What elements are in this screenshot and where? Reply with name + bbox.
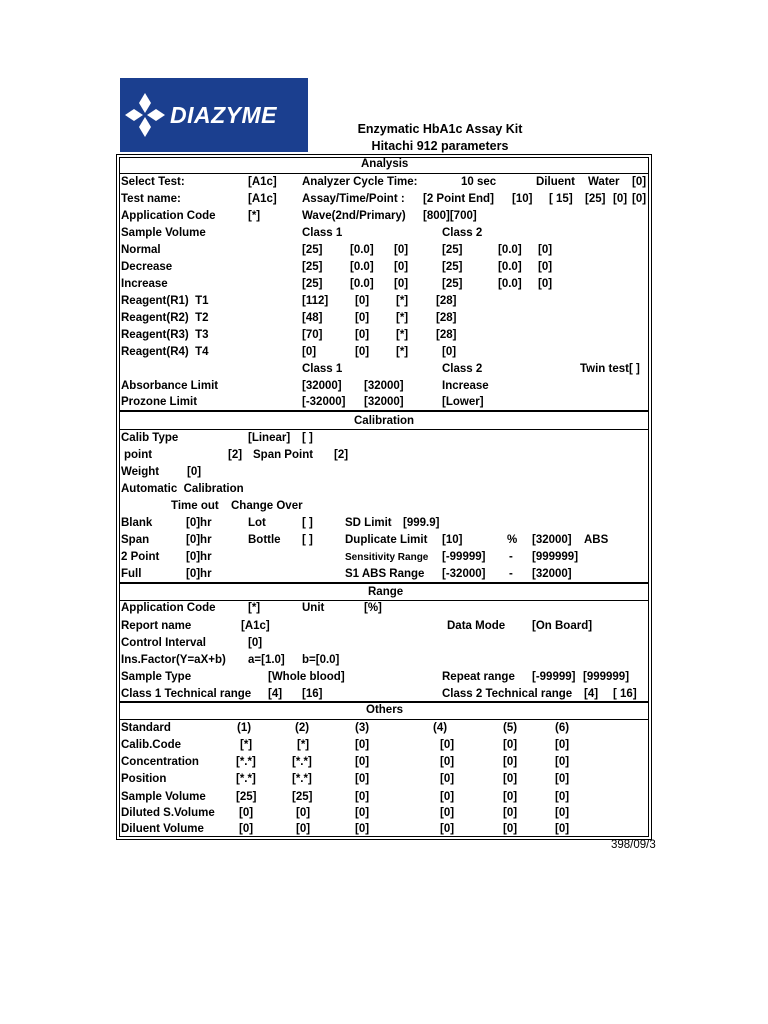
row-divider <box>119 429 649 430</box>
cell: [-32000] <box>442 568 486 580</box>
cell: Standard <box>121 722 171 734</box>
cell: [0.0] <box>350 278 374 290</box>
cell: [*] <box>396 329 409 341</box>
cell: Decrease <box>121 261 173 273</box>
cell: [0] <box>355 773 370 785</box>
section-header-range: Range <box>368 586 404 598</box>
cell: [25] <box>302 261 323 273</box>
cell: Sample Type <box>121 671 192 683</box>
cell: (3) <box>355 722 370 734</box>
cell: Diluted S.Volume <box>121 807 215 819</box>
cell: [*.*] <box>236 773 256 785</box>
cell: Duplicate Limit <box>345 534 428 546</box>
cell: Test name: <box>121 193 181 205</box>
cell: [2] <box>334 449 349 461</box>
cell: [ 15] <box>549 193 573 205</box>
parameter-table <box>119 157 649 837</box>
cell: [*] <box>396 346 409 358</box>
cell: Select Test: <box>121 176 185 188</box>
cell: Wave(2nd/Primary) <box>302 210 406 222</box>
cell: [0] <box>503 823 518 835</box>
cell: [0] <box>613 193 628 205</box>
cell: Diluent <box>536 176 575 188</box>
cell: Data Mode <box>447 620 506 632</box>
cell: [0] <box>503 773 518 785</box>
cell: [32000] <box>302 380 342 392</box>
cell: Blank <box>121 517 153 529</box>
cell: [0] <box>302 346 317 358</box>
cell: [25] <box>302 244 323 256</box>
diazyme-logo <box>120 78 308 152</box>
cell: [*.*] <box>236 756 256 768</box>
cell: [999999] <box>583 671 630 683</box>
cell: [10] <box>442 534 463 546</box>
cell: - <box>509 568 513 580</box>
cell: 2 Point <box>121 551 160 563</box>
cell: [0]hr <box>186 551 212 563</box>
document-title: Enzymatic HbA1c Assay Kit <box>357 122 523 136</box>
cell: 10 sec <box>461 176 497 188</box>
cell: [0] <box>440 823 455 835</box>
cell: [0] <box>355 346 370 358</box>
cell: (1) <box>237 722 252 734</box>
cell: - <box>509 551 513 563</box>
cell: [Lower] <box>442 396 484 408</box>
cell: Reagent(R1) T1 <box>121 295 209 307</box>
cell: Class 1 Technical range <box>121 688 252 700</box>
cell: [0] <box>503 739 518 751</box>
cell: [25] <box>236 791 257 803</box>
cell: [28] <box>436 312 457 324</box>
cell: [999999] <box>532 551 579 563</box>
cell: Class 2 <box>442 363 483 375</box>
cell: [32000] <box>364 396 404 408</box>
cell: Increase <box>121 278 168 290</box>
cell: [0] <box>394 244 409 256</box>
cell: [2] <box>228 449 243 461</box>
cell: [0] <box>555 807 570 819</box>
cell: Lot <box>248 517 266 529</box>
cell: [0] <box>442 346 457 358</box>
cell: Application Code <box>121 210 216 222</box>
cell: [70] <box>302 329 323 341</box>
cell: (2) <box>295 722 310 734</box>
cell: [0] <box>296 807 311 819</box>
section-header-analysis: Analysis <box>361 158 409 170</box>
cell: Concentration <box>121 756 199 768</box>
cell: [0]hr <box>186 568 212 580</box>
cell: Absorbance Limit <box>121 380 219 392</box>
cell: Position <box>121 773 167 785</box>
section-header-others: Others <box>366 704 404 716</box>
section-divider <box>119 582 649 584</box>
cell: Class 1 <box>302 363 343 375</box>
cell: Class 1 <box>302 227 343 239</box>
cell: [-99999] <box>532 671 576 683</box>
cell: [4] <box>584 688 599 700</box>
cell: [*] <box>248 602 261 614</box>
cell: S1 ABS Range <box>345 568 425 580</box>
cell: [0] <box>440 773 455 785</box>
cell: [0] <box>538 278 553 290</box>
cell: [ 16] <box>613 688 637 700</box>
cell: [0] <box>555 791 570 803</box>
cell: [*] <box>297 739 310 751</box>
cell: [2 Point End] <box>423 193 494 205</box>
cell: b=[0.0] <box>302 654 340 666</box>
cell: Unit <box>302 602 325 614</box>
cell: Time out <box>171 500 219 512</box>
cell: [16] <box>302 688 323 700</box>
cell: a=[1.0] <box>248 654 285 666</box>
cell: [*] <box>396 312 409 324</box>
cell: [0] <box>394 261 409 273</box>
cell: [0] <box>355 807 370 819</box>
section-divider <box>119 410 649 412</box>
cell: [0] <box>503 807 518 819</box>
cell: SD Limit <box>345 517 392 529</box>
logo-text: DIAZYME <box>170 101 277 128</box>
cell: [0] <box>440 739 455 751</box>
cell: [*] <box>396 295 409 307</box>
cell: [0] <box>440 791 455 803</box>
cell: [25] <box>292 791 313 803</box>
cell: [0.0] <box>498 244 522 256</box>
cell: (4) <box>433 722 448 734</box>
cell: (6) <box>555 722 570 734</box>
cell: [0] <box>503 791 518 803</box>
cell: [0] <box>239 823 254 835</box>
cell: [0] <box>555 823 570 835</box>
cell: [0] <box>394 278 409 290</box>
cell: [0] <box>538 261 553 273</box>
cell: [0]hr <box>186 517 212 529</box>
cell: Span Point <box>253 449 314 461</box>
cell: [4] <box>268 688 283 700</box>
cell: [0] <box>440 807 455 819</box>
cell: [0.0] <box>498 278 522 290</box>
cell: [25] <box>585 193 606 205</box>
cell: [0] <box>296 823 311 835</box>
row-divider <box>119 173 649 174</box>
cell: [0] <box>355 329 370 341</box>
cell: [0] <box>355 756 370 768</box>
cell: [0] <box>555 773 570 785</box>
cell: [32000] <box>364 380 404 392</box>
cell: [999.9] <box>403 517 440 529</box>
cell: [*] <box>248 210 261 222</box>
cell: [0] <box>440 756 455 768</box>
cell: Reagent(R2) T2 <box>121 312 209 324</box>
automatic-calibration-label: Automatic Calibration <box>121 483 244 495</box>
cell: Bottle <box>248 534 281 546</box>
cell: [112] <box>302 295 329 307</box>
cell: [0] <box>632 193 647 205</box>
cell: [0] <box>355 823 370 835</box>
cell: [A1c] <box>241 620 270 632</box>
cell: [0] <box>187 466 202 478</box>
cell: [A1c] <box>248 193 277 205</box>
cell: [32000] <box>532 568 572 580</box>
cell: [*] <box>240 739 253 751</box>
cell: Calib Type <box>121 432 179 444</box>
document-code: 398/09/3 <box>611 839 656 851</box>
cell: [0] <box>248 637 263 649</box>
cell: Span <box>121 534 150 546</box>
cell: Weight <box>121 466 160 478</box>
cell: [0] <box>555 739 570 751</box>
cell: [0] <box>355 312 370 324</box>
cell: [25] <box>442 261 463 273</box>
cell: [0] <box>355 791 370 803</box>
cell: [10] <box>512 193 533 205</box>
cell: [ ] <box>302 432 313 444</box>
cell: [0] <box>355 295 370 307</box>
cell: [Whole blood] <box>268 671 345 683</box>
cell: [28] <box>436 295 457 307</box>
cell: [-32000] <box>302 396 346 408</box>
cell: Class 2 <box>442 227 483 239</box>
cell: [800][700] <box>423 210 477 222</box>
section-header-calibration: Calibration <box>354 415 415 427</box>
cell: Sample Volume <box>121 227 206 239</box>
cell: Full <box>121 568 142 580</box>
cell: [0] <box>555 756 570 768</box>
cell: Reagent(R3) T3 <box>121 329 209 341</box>
cell: Assay/Time/Point : <box>302 193 405 205</box>
cell: Application Code <box>121 602 216 614</box>
cell: Sample Volume <box>121 791 206 803</box>
cell: Report name <box>121 620 192 632</box>
cell: Increase <box>442 380 489 392</box>
cell: [Linear] <box>248 432 291 444</box>
cell: Prozone Limit <box>121 396 198 408</box>
cell: [0] <box>355 739 370 751</box>
cell: [*.*] <box>292 773 312 785</box>
cell: [25] <box>302 278 323 290</box>
cell: Sensitivity Range <box>345 552 429 563</box>
cell: Twin test[ ] <box>580 363 640 375</box>
cell: [0] <box>632 176 647 188</box>
cell: [0.0] <box>498 261 522 273</box>
cell: point <box>124 449 153 461</box>
cell: [ ] <box>302 534 313 546</box>
cell: % <box>507 534 518 546</box>
cell: Analyzer Cycle Time: <box>302 176 418 188</box>
cell: [0] <box>538 244 553 256</box>
document-subtitle: Hitachi 912 parameters <box>371 139 509 153</box>
cell: [%] <box>364 602 382 614</box>
cell: Repeat range <box>442 671 515 683</box>
cell: Class 2 Technical range <box>442 688 573 700</box>
cell: Change Over <box>231 500 303 512</box>
cell: [A1c] <box>248 176 277 188</box>
cell: Water <box>588 176 620 188</box>
diamond-logo-icon <box>124 92 166 138</box>
cell: [*.*] <box>292 756 312 768</box>
cell: Reagent(R4) T4 <box>121 346 209 358</box>
cell: ABS <box>584 534 609 546</box>
cell: [On Board] <box>532 620 593 632</box>
cell: [25] <box>442 278 463 290</box>
cell: (5) <box>503 722 518 734</box>
cell: [48] <box>302 312 323 324</box>
cell: [0]hr <box>186 534 212 546</box>
cell: [25] <box>442 244 463 256</box>
cell: [0] <box>503 756 518 768</box>
row-divider <box>119 719 649 720</box>
cell: [-99999] <box>442 551 486 563</box>
cell: Control Interval <box>121 637 206 649</box>
cell: [0] <box>239 807 254 819</box>
cell: [0.0] <box>350 261 374 273</box>
cell: [0.0] <box>350 244 374 256</box>
cell: Diluent Volume <box>121 823 204 835</box>
cell: [32000] <box>532 534 572 546</box>
cell: [ ] <box>302 517 313 529</box>
cell: Calib.Code <box>121 739 182 751</box>
cell: Ins.Factor(Y=aX+b) <box>121 654 226 666</box>
cell: [28] <box>436 329 457 341</box>
cell: Normal <box>121 244 161 256</box>
